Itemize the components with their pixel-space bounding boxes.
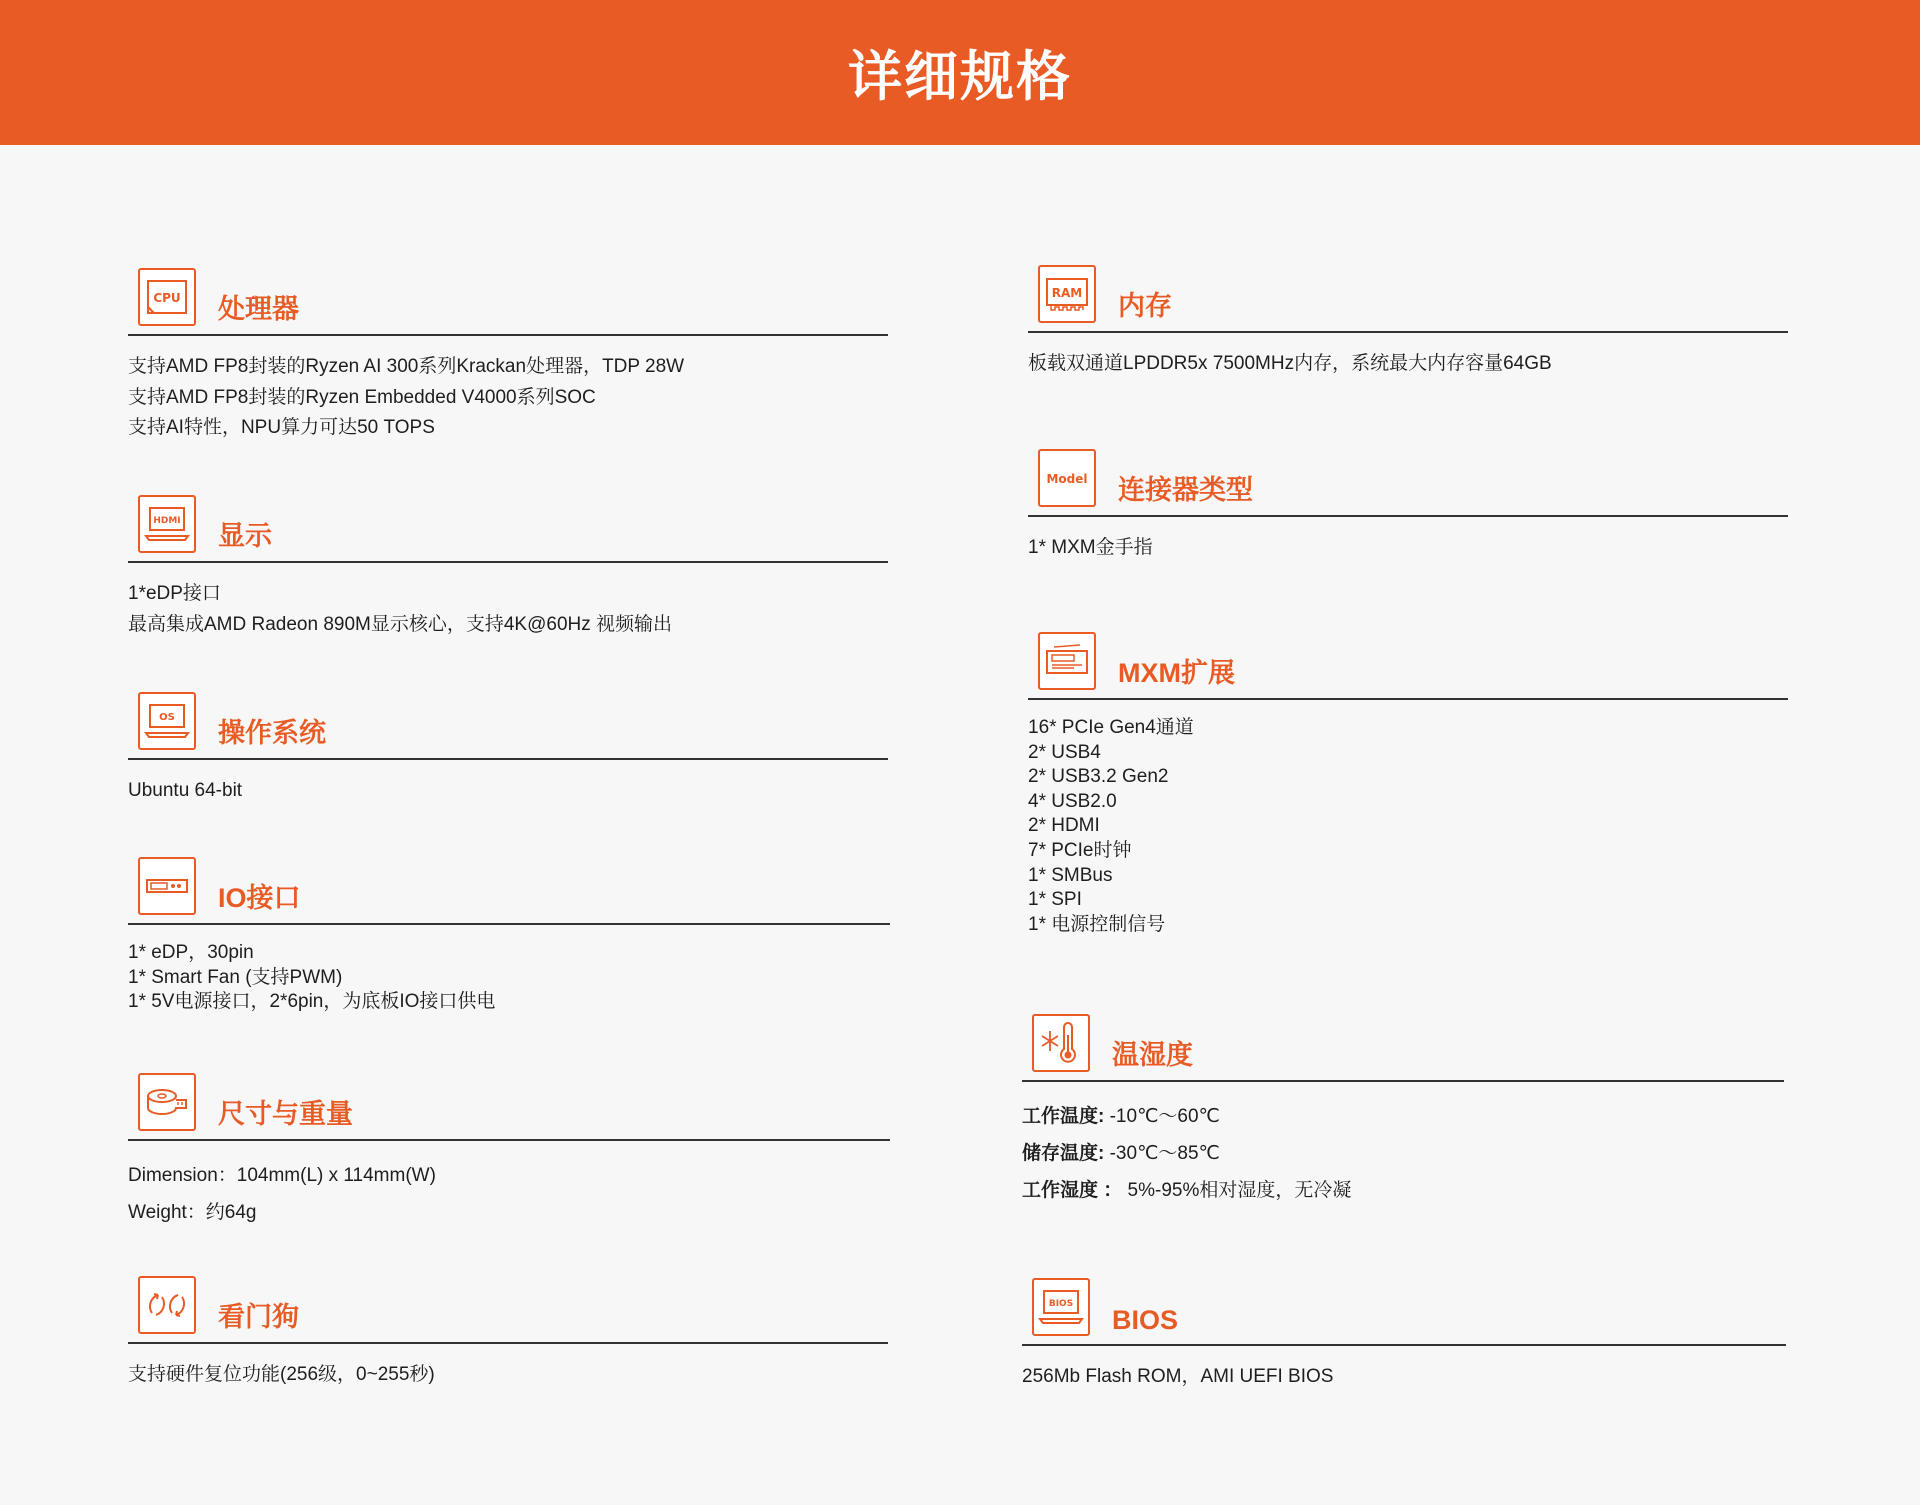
ram-icon [1038,265,1096,323]
page-title: 详细规格 [848,47,1072,107]
section-title: 操作系统 [218,718,326,748]
spec-line: Ubuntu 64-bit [128,780,243,801]
section-title: IO接口 [218,883,301,913]
section-body [128,1141,890,1231]
spec-line: 2* USB3.2 Gen2 [1028,766,1169,788]
spec-line: 1* SMBus [1028,864,1113,886]
svg-text:CPU: CPU [153,291,181,305]
section-header [128,686,888,760]
spec-row [1022,1098,1784,1135]
section-header [1028,626,1788,700]
spec-line: 支持AMD FP8封装的Ryzen AI 300系列Krackan处理器，TDP 28W [128,356,685,377]
section-title: 看门狗 [218,1302,299,1332]
section-body [1028,700,1788,937]
section-body [1028,517,1788,564]
os-laptop-icon [138,692,196,750]
spec-value: -30℃～85℃ [1104,1143,1220,1164]
section-bios [1022,1272,1786,1393]
spec-label: 工作温度: [1022,1106,1105,1127]
svg-text:RAM: RAM [1051,286,1083,300]
svg-text:OS: OS [159,712,175,723]
section-body [1028,333,1788,380]
spec-line: 板载双通道LPDDR5x 7500MHz内存，系统最大内存容量64GB [1028,353,1552,374]
section-body [128,925,890,1015]
model-icon [1038,449,1096,507]
tape-measure-icon [138,1073,196,1131]
spec-line: 16* PCIe Gen4通道 [1028,717,1194,738]
section-body [128,563,888,640]
spec-line: 1* MXM金手指 [1028,537,1153,558]
spec-line: 256Mb Flash ROM，AMI UEFI BIOS [1022,1366,1334,1387]
spec-label: 工作湿度 ： [1022,1180,1123,1201]
spec-value: 5%-95%相对湿度，无冷凝 [1122,1180,1352,1201]
section-header [1028,443,1788,517]
header-banner [0,0,1920,145]
spec-line: 最高集成AMD Radeon 890M显示核心，支持4K@60Hz 视频输出 [128,613,673,635]
spec-value: -10℃～60℃ [1104,1106,1220,1127]
section-display [128,489,888,640]
svg-text:BIOS: BIOS [1048,1299,1074,1309]
spec-line: 1*eDP接口 [128,583,221,604]
section-dimensions [128,1067,890,1231]
section-title: 尺寸与重量 [218,1099,353,1129]
bios-laptop-icon [1032,1278,1090,1336]
section-title: 温湿度 [1112,1040,1193,1070]
section-memory [1028,259,1788,380]
spec-line: 2* USB4 [1028,741,1101,763]
spec-line: 支持硬件复位功能(256级，0~255秒) [128,1364,435,1385]
section-header [128,489,888,563]
spec-line: 支持AI特性，NPU算力可达50 TOPS [128,417,435,438]
section-processor [128,262,888,444]
spec-row [1022,1172,1784,1209]
spec-line: 7* PCIe时钟 [1028,839,1132,861]
spec-line: 1* SPI [1028,889,1082,911]
section-body [1022,1346,1786,1393]
section-header [1022,1008,1784,1082]
mxm-card-icon [1038,632,1096,690]
spec-line: 1* eDP，30pin [128,942,254,963]
section-header [1022,1272,1786,1346]
section-header [128,1270,888,1344]
section-temperature [1022,1008,1784,1209]
section-title: 连接器类型 [1118,475,1253,505]
section-io [128,851,890,1015]
hdmi-laptop-icon [138,495,196,553]
spec-line: 4* USB2.0 [1028,790,1117,812]
section-title: 处理器 [218,294,299,324]
svg-text:Model: Model [1046,472,1088,486]
spec-label: 储存温度: [1022,1143,1105,1164]
section-header [128,262,888,336]
spec-line: 1* 电源控制信号 [1028,913,1166,935]
watchdog-refresh-icon [138,1276,196,1334]
section-watchdog [128,1270,888,1391]
section-body [128,336,888,444]
thermometer-snow-icon [1032,1014,1090,1072]
io-port-icon [138,857,196,915]
section-header [128,1067,890,1141]
section-body [128,760,888,807]
section-header [1028,259,1788,333]
section-mxm [1028,626,1788,937]
section-title: 内存 [1118,291,1172,321]
section-title: BIOS [1112,1305,1179,1335]
spec-line: 支持AMD FP8封装的Ryzen Embedded V4000系列SOC [128,386,596,408]
spec-line: Dimension：104mm(L) x 114mm(W) [128,1165,436,1186]
section-connector [1028,443,1788,564]
spec-line: 1* 5V电源接口，2*6pin，为底板IO接口供电 [128,991,496,1013]
section-header [128,851,890,925]
spec-row [1022,1135,1784,1172]
spec-line: 1* Smart Fan (支持PWM) [128,966,343,988]
section-title: MXM扩展 [1118,658,1235,688]
section-body [128,1344,888,1391]
svg-text:HDMI: HDMI [153,516,181,526]
spec-line: Weight：约64g [128,1202,257,1223]
cpu-icon [138,268,196,326]
spec-line: 2* HDMI [1028,815,1100,837]
section-os [128,686,888,807]
section-body [1022,1082,1784,1209]
section-title: 显示 [218,521,272,551]
